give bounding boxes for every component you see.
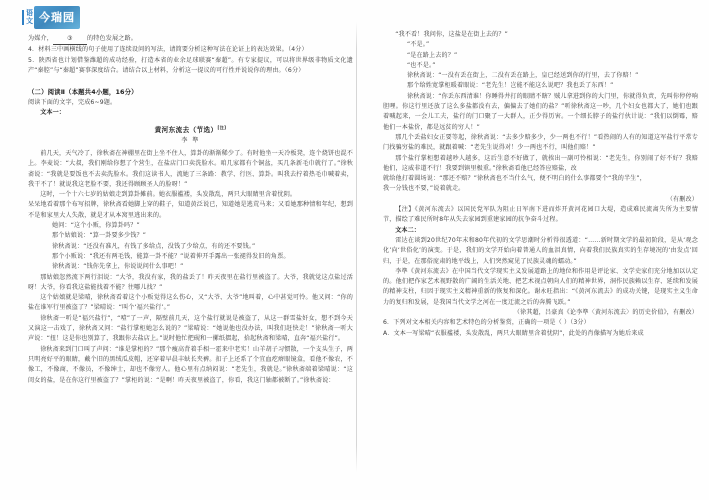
- paragraph: 就给他打着圆场说：“那还不赔？”徐秋斋也不当什么气，便不明白的什么事都要个“我的半生”，: [383, 175, 646, 183]
- passage-title-note-marker: [注]: [217, 124, 227, 130]
- paragraph: 这个姑娘就是梁晴，徐秋斋看着这个小贩觉得这么伤心，又“大爷、大爷”地叫着，心中甚觉可怜。他又问：“你的盐在谁军行里被盗了？”梁晴说：“叫个‘福兴盐行’。”: [28, 294, 353, 312]
- dialogue-line: “是在路上去的？”: [407, 51, 458, 59]
- paragraph: 李準《黄河东流去》在中国当代文学现实主义发展道路上的地位和作用是评论家、文学史家们充分地加以认定的。他们把作家艺术视野散的广阔的生活关地、把艺术视点朝向人们的精神世界，洞作民族赖以生存、延续和发展的精神支柱，归因于现实主义精神重新的恢复和深化。谢永旺指出：“《黄河东流去》的成功关键，是现实主义生命力的复归和发展，是我国当代文学之河在一度迂流之后的奔腾飞跃。”: [383, 267, 698, 306]
- passage-author: 李 準: [181, 136, 200, 144]
- passage-title: [28, 122, 353, 136]
- dialogue-line: “我不看！我问你，这盐是在街上去的？”: [395, 31, 508, 38]
- passage-title-text: 黄河东流去（节选）: [154, 125, 218, 134]
- section-instruction: 阅读下面的文字，完成6~9题。: [28, 99, 117, 107]
- paragraph: 徐秋斋说：“你丢东西清谁！你睡得井打的眼睛不瞎？贼儿拿进到你的大门里，你就得负责，先叫你停停响胆哩。你这行里还放了这么多盐都没有去，偏偏去了她们的盐？”听徐秋斋这一吵，几个妇女也都大了，她们也跟着喊起来，一会儿工夫，盐行的门口聚了一大群人，正少得历害。一个细长脖子的盐行伙计说：“我们以倒霉，赔他们一本盐价，都是远贫的穷人！”: [383, 92, 698, 131]
- question-6: 6．下列对文本相关内容和艺术特色的分析鉴赏，正确的一项是（ ）（3分）: [383, 319, 590, 327]
- q3-blank: ③: [53, 34, 87, 45]
- q3-prefix: 为媒介，: [28, 35, 53, 42]
- paragraph: 这时，一个十六七岁的姑娘走到算卦摊前。她衣服褴褛，头发散乱，两只大眼睛里含着忧阴。: [40, 191, 297, 199]
- logo-badge: 今瑞园: [34, 6, 80, 29]
- dialogue-line: “也不是。”: [407, 61, 436, 69]
- dialogue-line: 那个小贩说：“我还有两毛钱，能算一卦不能？”说着伸开手露出一张褪得发旧的角票。: [52, 252, 290, 260]
- dialogue-line: 那个姑娘说：“算一卦要多少钱？”: [52, 232, 147, 240]
- source-credit: （徐其超，吕豪真《论李準〈黄河东流去〉的历史价值》，有删改）: [513, 309, 698, 317]
- dialogue-line: “不是。”: [407, 41, 430, 49]
- dialogue-line: 徐秋斋说：“钱你先拿上，你说说问什么事吧！”: [52, 263, 184, 271]
- logo-char-1: 语: [26, 9, 33, 17]
- paragraph: 雷达在谈到20世纪70年末和80年代初的文学思潮时分析得很透道：“……新时期文学的最初阶段，是从‘观念化’向‘世俗化’的演变。于是，我们的文学开始向着普通人的血泪真情，向着我们民族真实的生存境况的‘由发点’回归，于是，在那俗庞肃的地平线上，人们突然窥见了民族灵魂的蠕动。”: [383, 236, 698, 265]
- section-heading: （二）阅读Ⅱ（本题共4小题，16分）: [28, 88, 138, 97]
- paragraph: 徐秋斋来到门口叫了声问：“谁是掌柜的？”那个瘦高背着手相一霍来中老实！山羊胡子习惯散，一个支头生子，两只明亮好平的眼睛，戴个旧的黑绒瓜皮帽，还穿着早晨丰蚨长夹裤。扣子上还系了个宜血疙瘩眼镜盒，看他不像农，不像工，不像商，不像员，不像绅士，却也不像穷人。他心里有点纳闷说：“老先生，我就是。”徐秋斋端着梁晴说：“这闺女的盐，是在你这行里被盗了？”掌柜的说：“是啊！昨天夜里被盗了，你看，我这门轴都被断了。”徐秋斋说：: [28, 345, 353, 384]
- footnote: 【注】《黄河东流去》以国民党军队为阻止日军南下进而炸开黄河花园口大堤，造成难民流离失所为主要情节，描绘了难民所时8年从失去家园到重建家园的抗争奋斗过程。: [383, 206, 698, 224]
- question-5: 5．陕西省也计划借鉴潍超的成功经验，打造本省的业余足球联赛“秦超”。有专家提议，可以将世界级非物质文化遗产“秦腔”与“秦超”赛事深度结合。请结合以上材料，分析这一提议的可行性并说说你的理由。（6分）: [28, 56, 353, 74]
- paragraph: 那个盐行掌柜想着越吵人越多，这后生意不好做了，就挨出一副可怜相说：“老先生，你别闹了好不好？我赔他们，这威非道不行！我要到镇里极重。”徐秋斋看他已经答应赔盐，改: [383, 154, 698, 172]
- text-one-label: 文本一：: [40, 109, 66, 117]
- right-column: [383, 30, 698, 339]
- edit-credit: （有删改）: [666, 195, 698, 203]
- left-column: [28, 34, 353, 386]
- logo-char-2: 文: [26, 16, 33, 25]
- question-3-tail: [28, 34, 353, 45]
- paragraph: 前几天，天气冷了，徐秋斋在神棚里在街上坐不住人，算卦的渐渐稀少了。有时他坐一天冷板凳，连个烧饼也混不上。李麦说：“大叔，我们刚给你想了个营生，在盐店门口卖洗脸水。咱几家都有个铜盆，买几条新毛巾就行了。”徐秋斋说：“我就是要饭也不去卖洗脸水。我们这读书人，流她了三条路：教学、行医、算卦。叫我去拧着热毛巾喊着卖，我干不了！就说我这老脸不要，我还得顾顾圣人的脸呀！”: [28, 149, 353, 188]
- text-two-label: 文本二：: [395, 226, 421, 234]
- q3-suffix: 的特色发展之路。: [86, 35, 137, 42]
- paragraph: 那个给姓宽掌柜暖着眼说：“老先生！岂能不能这么说吧？我也丢了东西！”: [407, 82, 614, 90]
- paragraph: 那几个丢盐妇女正要等起，徐秋斋说：“去多少赔多少，少一两也不行！”看热闹的人有的知道这军盐行平常专门找骗穷盐的难民，就跟着喊：“老先生说得对！少一两也不行，叫他们赔！”: [383, 133, 698, 152]
- paragraph: 那姑娘忽然流下两行泪说：“大爷，我没有家，我的盐丢了！昨天夜里在盐行里被盗了。大爷，我就觉这点盐过活呀！大爷，你看我这盐能找着不能？往哪儿找？”: [28, 273, 353, 291]
- dialogue-line: 徐秋斋说：“还没有准凡，有钱了多给点，没钱了少给点，有的还不要钱。”: [52, 242, 256, 250]
- question-6-option-a: A．文本一写梁晴“衣服褴褛，头发散乱，两只大眼睛里含着忧阴”，此处的肖像描写为她后来成: [383, 329, 644, 337]
- question-4: 4．材料三中画横线的句子使用了连续设问的写法，请简要分析这种写法在论证上的表达效果。（4分）: [28, 46, 308, 54]
- paragraph: 呆呆地看着那个布写招牌，徐秋斋看她脚上穿的鞋子，知道黄泛说已，知道她是逃荒马来；又看她那种情和年纪，想到不是和家里大人失散，就是才从本窝里逃出来的。: [28, 201, 353, 219]
- paragraph: 徐秋斋说：“一没有丢在街上，二没有丢在路上，皇已经送到你的行里，去了你赔！”: [407, 72, 639, 80]
- paragraph: 我一分钱也不要，”说着就走。: [383, 185, 465, 193]
- dialogue-line: 她问：“这个小贩，你算卦吗？”: [52, 222, 140, 230]
- paragraph: 徐秋斋一听是“福兴盐行”，“噎”了一声，隔壁前几天，这个盐行就说是被盗了，从这一群雪盐奸女，想不到今天又演这一击戏了，徐秋斋又问：“盐行掌柜她怎么说的？”梁晴说：“她说他也没办法，叫我们赶快走！”徐秋斋一听大声说：“扭！这是你也别算了，我跟你去盐店上。”说时他忙把砚和一摞纸摺起，拾起秋斋和梁晴，直奔“福兴盐行”。: [28, 314, 353, 343]
